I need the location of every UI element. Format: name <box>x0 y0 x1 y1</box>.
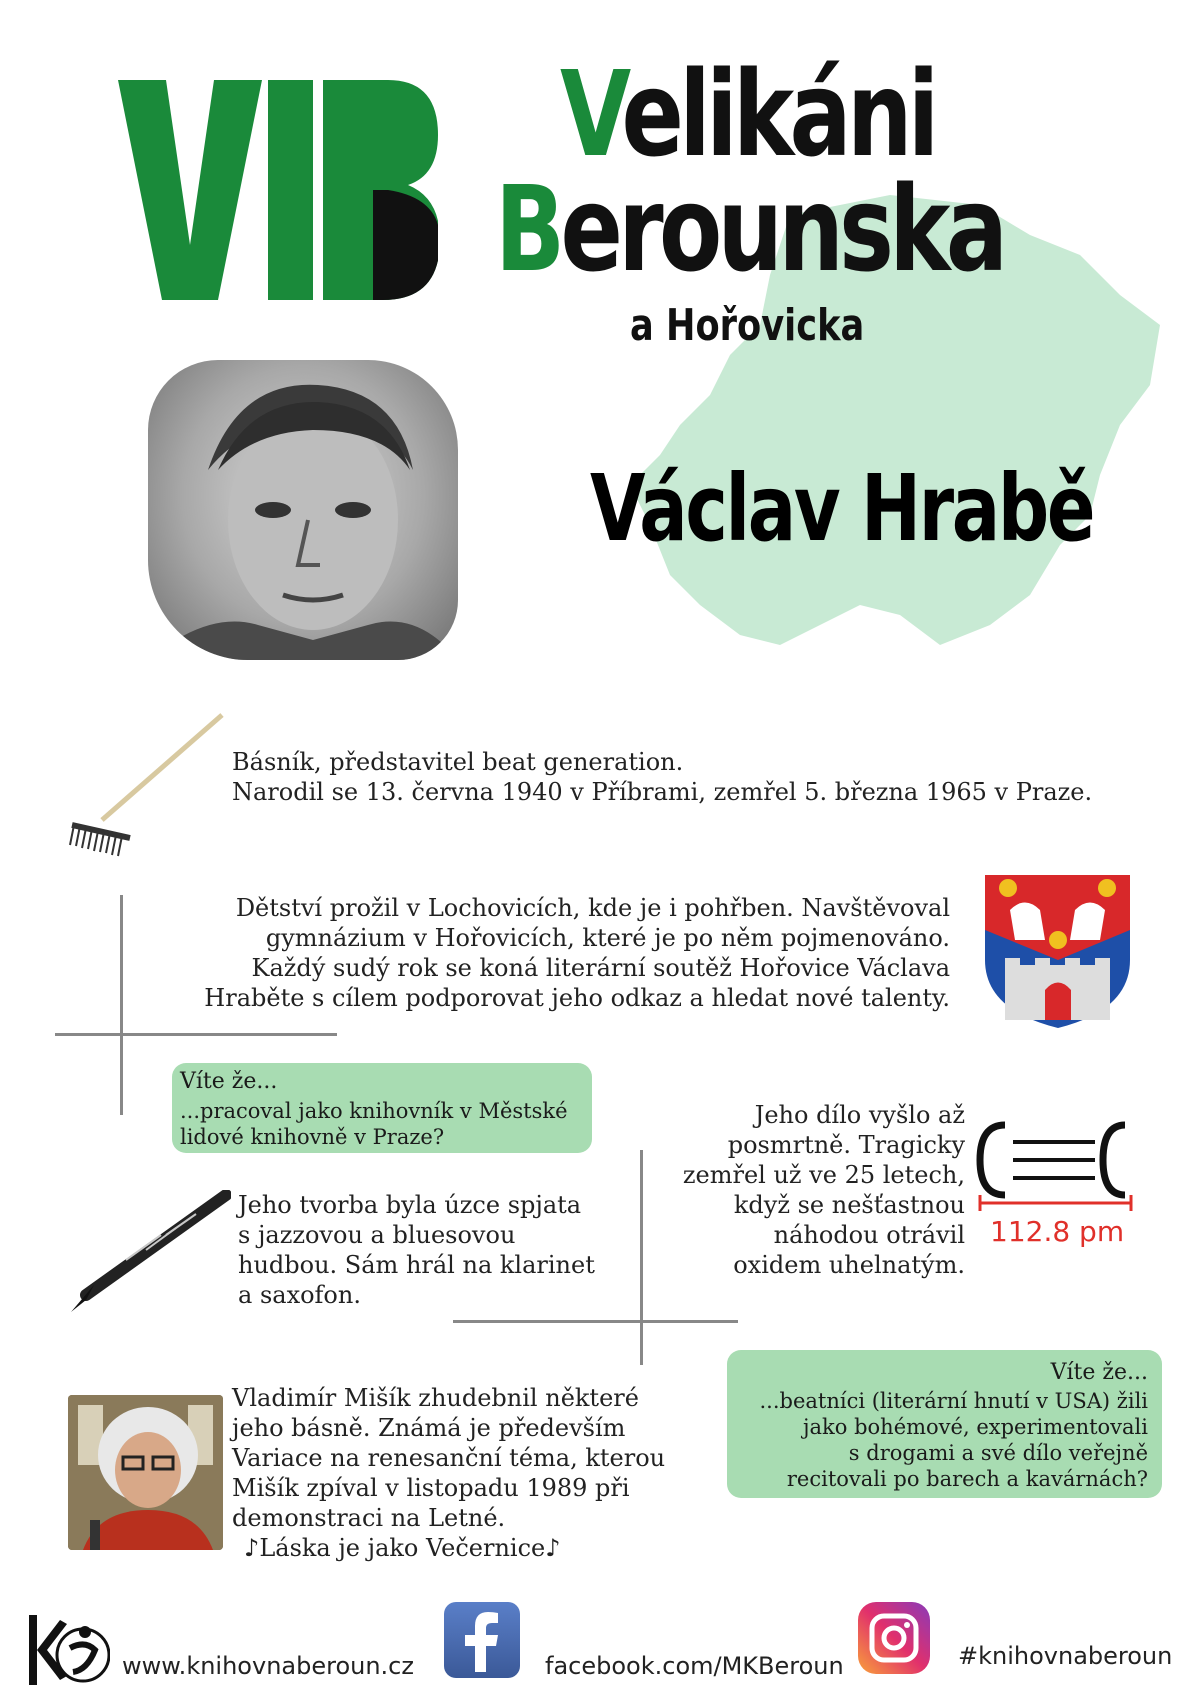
vip-logo <box>118 70 438 310</box>
divider-h1 <box>55 1033 337 1036</box>
childhood-line: Dětství prožil v Lochovicích, kde je i pohřben. Navštěvoval <box>235 894 950 922</box>
measure-line-icon <box>978 1193 1133 1213</box>
misik-text <box>232 1383 665 1563</box>
title-berounska: Berounska <box>495 160 1004 298</box>
childhood-line: Hraběte s cílem podporovat jeho odkaz a hledat nové talenty. <box>204 984 950 1012</box>
fact-line: lidové knihovně v Praze? <box>180 1125 445 1149</box>
work-line: Jeho dílo vyšlo až <box>754 1101 965 1129</box>
rake-icon <box>62 710 232 860</box>
work-line: oxidem uhelnatým. <box>733 1251 965 1279</box>
title-velikani: Velikáni <box>560 45 935 183</box>
intro-line: Narodil se 13. června 1940 v Příbrami, zemřel 5. března 1965 v Praze. <box>232 778 1093 806</box>
misik-line: Variace na renesanční téma, kterou <box>232 1444 666 1472</box>
clarinet-icon <box>66 1190 231 1315</box>
childhood-text <box>130 893 950 1013</box>
co-bond-length: 112.8 pm <box>990 1215 1125 1248</box>
subtitle: a Hořovicka <box>630 300 865 351</box>
jazz-line: hudbou. Sám hrál na klarinet <box>238 1251 595 1279</box>
fact-box-text <box>180 1098 568 1150</box>
intro-line: Básník, představitel beat generation. <box>232 748 684 776</box>
fact-line: ...beatníci (literární hnutí v USA) žili <box>759 1389 1148 1413</box>
fact-box-title: Víte že... <box>180 1069 278 1094</box>
fact-line: ...pracoval jako knihovník v Městské <box>180 1099 568 1123</box>
childhood-line: Každý sudý rok se koná literární soutěž Hořovice Václava <box>251 954 950 982</box>
fact-line: recitovali po barech a kavárnách? <box>786 1467 1148 1491</box>
website-link[interactable]: www.knihovnaberoun.cz <box>122 1652 414 1680</box>
misik-photo <box>68 1395 223 1550</box>
co-molecule-icon <box>975 1120 1135 1200</box>
jazz-line: Jeho tvorba byla úzce spjata <box>238 1191 582 1219</box>
hashtag[interactable]: #knihovnaberoun <box>958 1642 1173 1670</box>
person-name: Václav Hrabě <box>590 455 1094 562</box>
facebook-link[interactable]: facebook.com/MKBeroun <box>545 1652 844 1680</box>
fact-line: jako bohémové, experimentovali <box>803 1415 1148 1439</box>
fact-line: s drogami a své dílo veřejně <box>848 1441 1148 1465</box>
fact-box-text <box>728 1388 1148 1492</box>
work-line: zemřel už ve 25 letech, <box>682 1161 965 1189</box>
fact-box-2 <box>727 1350 1162 1498</box>
coat-of-arms-icon <box>980 870 1135 1030</box>
jazz-text <box>238 1190 595 1310</box>
fact-box-title: Víte že... <box>1050 1360 1148 1385</box>
intro-text <box>232 747 1092 807</box>
jazz-line: a saxofon. <box>238 1281 361 1309</box>
misik-line: jeho básně. Známá je především <box>232 1414 626 1442</box>
work-line: náhodou otrávil <box>773 1221 965 1249</box>
work-line: posmrtně. Tragicky <box>727 1131 965 1159</box>
facebook-icon[interactable] <box>444 1602 520 1678</box>
misik-line: Vladimír Mišík zhudebnil některé <box>232 1384 639 1412</box>
divider-v1 <box>120 895 123 1115</box>
misik-line: demonstraci na Letné. <box>232 1504 506 1532</box>
childhood-line: gymnázium v Hořovicích, které je po něm pojmenováno. <box>265 924 950 952</box>
song-title: ♪Láska je jako Večernice♪ <box>244 1534 561 1562</box>
library-logo-icon <box>25 1610 110 1690</box>
work-text <box>630 1100 965 1280</box>
work-line: když se nešťastnou <box>733 1191 965 1219</box>
instagram-icon[interactable] <box>858 1602 930 1674</box>
fact-box-1 <box>172 1063 592 1153</box>
misik-line: Mišík zpíval v listopadu 1989 při <box>232 1474 630 1502</box>
portrait-photo <box>148 360 458 660</box>
jazz-line: s jazzovou a bluesovou <box>238 1221 516 1249</box>
divider-h2 <box>453 1320 738 1323</box>
